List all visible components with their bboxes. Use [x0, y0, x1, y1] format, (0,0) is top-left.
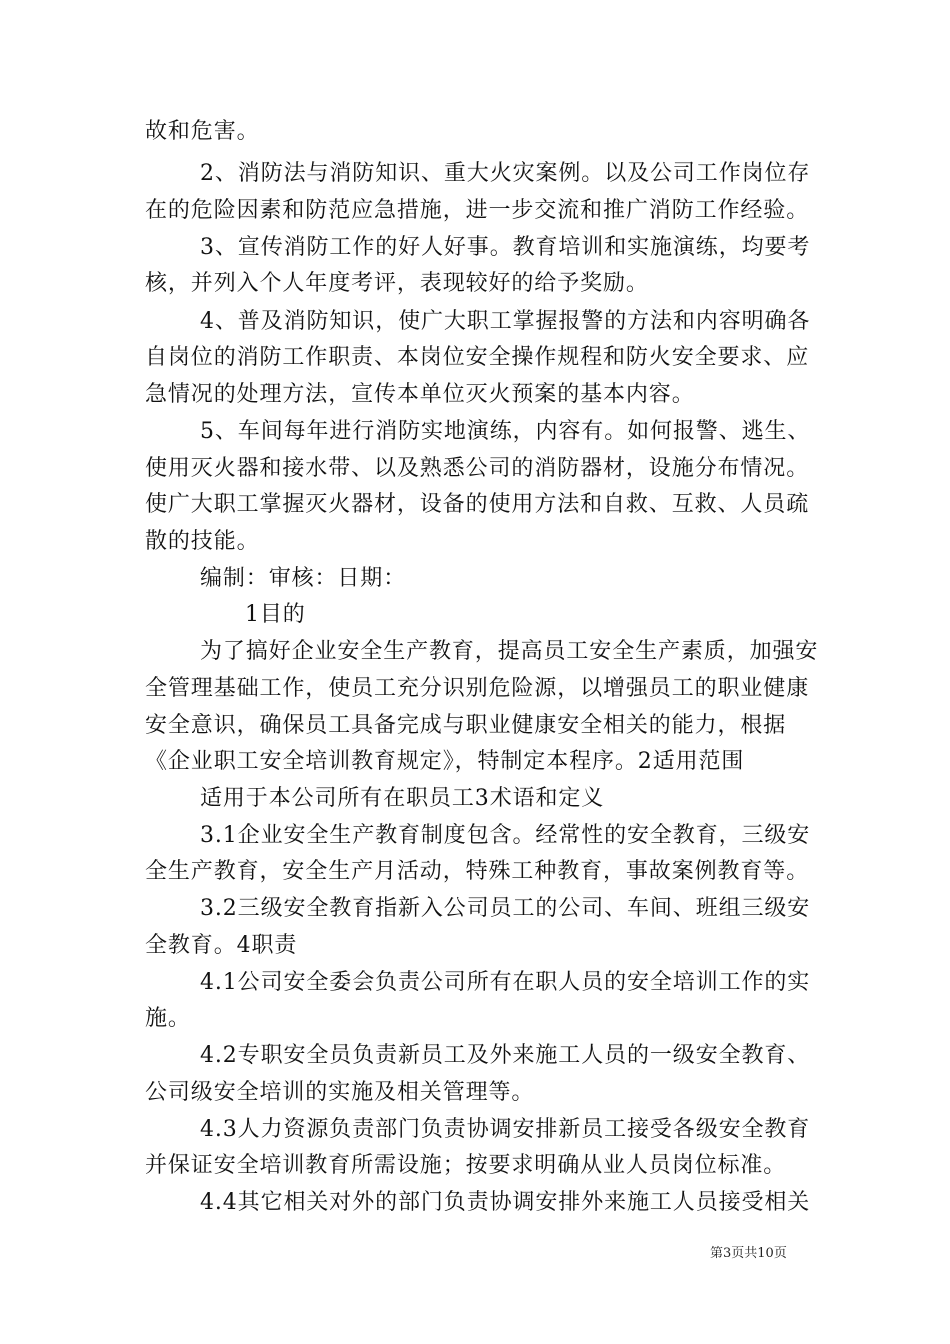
text-line: 3.2三级安全教育指新入公司员工的公司、车间、班组三级安	[200, 896, 811, 921]
text-line: 急情况的处理方法，宣传本单位灭火预案的基本内容。	[145, 382, 695, 407]
signature-line: 编制：审核：日期：	[200, 566, 407, 591]
text-line: 在的危险因素和防范应急措施，进一步交流和推广消防工作经验。	[145, 198, 810, 223]
text-line: 并保证安全培训教育所需设施；按要求明确从业人员岗位标准。	[145, 1153, 787, 1178]
text-line: 4.1公司安全委会负责公司所有在职人员的安全培训工作的实	[200, 970, 811, 995]
text-line: 全生产教育，安全生产月活动，特殊工种教育，事故案例教育等。	[145, 859, 810, 884]
text-line: 4.3人力资源负责部门负责协调安排新员工接受各级安全教育	[200, 1117, 811, 1142]
text-line: 《企业职工安全培训教育规定》，特制定本程序。2适用范围	[145, 749, 745, 774]
section-heading: 1目的	[245, 602, 306, 627]
text-line: 适用于本公司所有在职员工3术语和定义	[200, 786, 605, 811]
text-line: 3、宣传消防工作的好人好事。教育培训和实施演练，均要考	[200, 235, 811, 260]
text-line: 公司级安全培训的实施及相关管理等。	[145, 1080, 535, 1105]
text-line: 全管理基础工作，使员工充分识别危险源，以增强员工的职业健康	[145, 676, 810, 701]
text-line: 4、普及消防知识，使广大职工掌握报警的方法和内容明确各	[200, 309, 811, 334]
text-line: 使广大职工掌握灭火器材，设备的使用方法和自救、互救、人员疏	[145, 492, 810, 517]
page-number: 第3页共10页	[710, 1246, 787, 1261]
text-line: 4.2专职安全员负责新员工及外来施工人员的一级安全教育、	[200, 1043, 811, 1068]
text-line: 2、消防法与消防知识、重大火灾案例。以及公司工作岗位存	[200, 161, 811, 186]
text-line: 使用灭火器和接水带、以及熟悉公司的消防器材，设施分布情况。	[145, 456, 810, 481]
text-line: 为了搞好企业安全生产教育，提高员工安全生产素质，加强安	[200, 639, 819, 664]
text-line: 施。	[145, 1006, 191, 1031]
text-line: 3.1企业安全生产教育制度包含。经常性的安全教育，三级安	[200, 823, 811, 848]
text-line: 4.4其它相关对外的部门负责协调安排外来施工人员接受相关	[200, 1190, 811, 1215]
text-line: 全教育。4职责	[145, 933, 298, 958]
text-line: 核，并列入个人年度考评，表现较好的给予奖励。	[145, 271, 649, 296]
text-line: 故和危害。	[145, 119, 260, 144]
text-line: 安全意识，确保员工具备完成与职业健康安全相关的能力，根据	[145, 713, 787, 738]
text-line: 5、车间每年进行消防实地演练，内容有。如何报警、逃生、	[200, 419, 811, 444]
text-line: 散的技能。	[145, 529, 260, 554]
text-line: 自岗位的消防工作职责、本岗位安全操作规程和防火安全要求、应	[145, 345, 810, 370]
